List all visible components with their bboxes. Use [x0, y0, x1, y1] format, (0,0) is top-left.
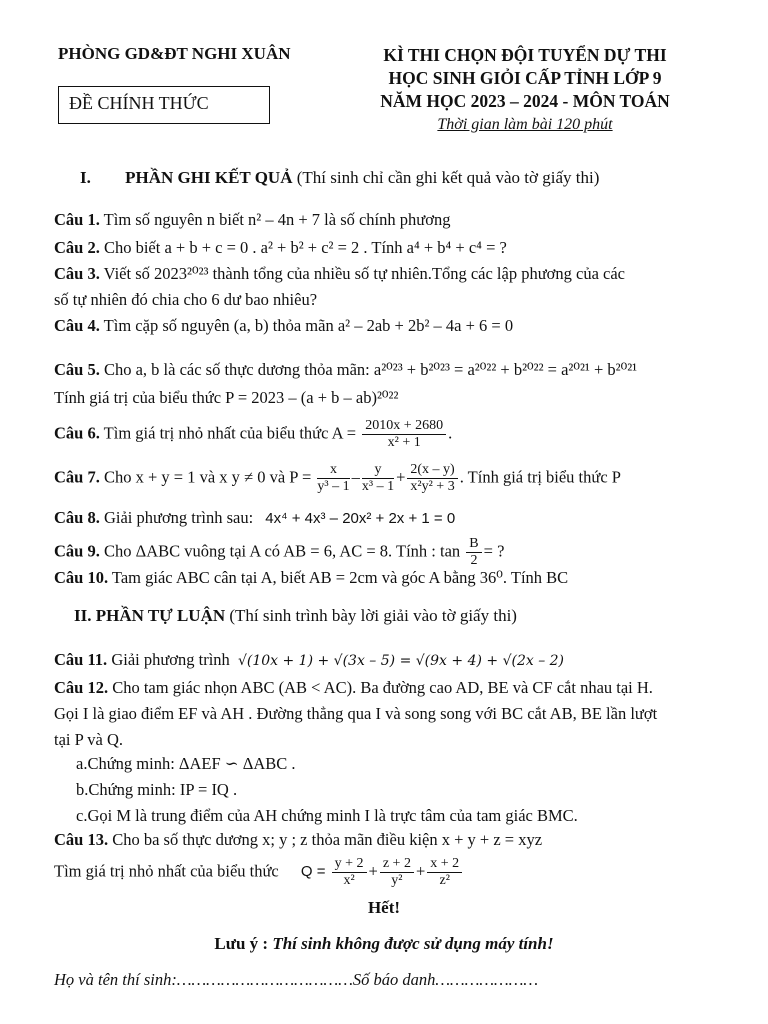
part2-title: II. PHẦN TỰ LUẬN	[74, 606, 226, 625]
part1-num: I.	[80, 168, 91, 187]
official-stamp-box	[58, 86, 270, 124]
q7-f1-den: y³ – 1	[317, 479, 350, 494]
q6-numerator: 2010x + 2680	[362, 418, 446, 435]
question-10	[54, 568, 568, 588]
note-line	[0, 934, 768, 954]
question-9	[54, 536, 504, 569]
question-7: Câu 7. Cho x + y = 1 và x y ≠ 0 và P = $\frac{x}{\text{y³ – 1}}$ – $\frac{y}{\text{x³ – 1}}$ + $\frac{2(x - y)}{\text{x²y² + 3}}$ . Tính giá trị biểu thức P	[54, 462, 621, 494]
q6-denominator: x² + 1	[387, 435, 421, 450]
q7-f3-num: 2(x – y)	[407, 462, 457, 479]
q9-tail: = ?	[483, 541, 505, 561]
q10-text: Tam giác ABC cân tại A, biết AB = 2cm và góc A bằng 36⁰. Tính BC	[111, 568, 569, 587]
q7-f2-num: y	[362, 462, 394, 479]
q4-label: Câu 4.	[54, 316, 100, 335]
question-13	[54, 830, 542, 850]
q1-text: Tìm số nguyên n biết n² – 4n + 7 là số chính phương	[103, 210, 451, 229]
q5-text: Cho a, b là các số thực dương thỏa mãn: a²⁰²³ + b²⁰²³ = a²⁰²² + b²⁰²² = a²⁰²¹ + b²⁰²¹	[103, 360, 638, 379]
question-12-a: a.Chứng minh: ΔAEF ∽ ΔABC .	[76, 754, 296, 773]
q13-fraction-2	[380, 856, 414, 889]
part2-note: (Thí sinh trình bày lời giải vào tờ giấy thi)	[229, 606, 517, 625]
exam-time: Thời gian làm bài 120 phút	[437, 116, 613, 133]
question-3-cont: số tự nhiên đó chia cho 6 dư bao nhiêu?	[54, 290, 318, 309]
part1-heading	[80, 168, 599, 188]
question-8	[54, 508, 455, 528]
q7-f1-num: x	[317, 462, 349, 479]
q5-label: Câu 5.	[54, 360, 100, 379]
candidate-footer: Họ và tên thí sinh:………………………………Số báo danh…………………	[54, 970, 539, 989]
question-12-cont-1: Gọi I là giao điểm EF và AH . Đường thẳng qua I và song song với BC cắt AB, BE lần lượt	[54, 704, 658, 723]
part2-heading	[74, 606, 517, 626]
q7-f2-den: x³ – 1	[361, 479, 395, 494]
question-12-c: c.Gọi M là trung điểm của AH chứng minh I là trực tâm của tam giác BMC.	[76, 806, 578, 825]
q13-q: Q =	[300, 863, 326, 881]
q13-f2-num: z + 2	[380, 856, 414, 873]
q13-f1-den: x²	[343, 873, 355, 888]
q6-text: Tìm giá trị nhỏ nhất của biểu thức A =	[103, 423, 357, 443]
q11-equation: √(10x + 1) + √(3x – 5) = √(9x + 4) + √(2x – 2)	[237, 653, 565, 669]
q9-fraction	[466, 536, 481, 569]
exam-title-line-3: NĂM HỌC 2023 – 2024 - MÔN TOÁN	[380, 91, 670, 111]
q13-f3-num: x + 2	[427, 856, 462, 873]
q13-fraction-3	[427, 856, 462, 889]
q6-tail: .	[448, 423, 453, 443]
question-1	[54, 210, 450, 230]
q4-text: Tìm cặp số nguyên (a, b) thỏa mãn a² – 2ab + 2b² – 4a + 6 = 0	[103, 316, 514, 335]
q7-fraction-3	[407, 462, 457, 495]
q8-label: Câu 8.	[54, 508, 100, 527]
q13-f1-num: y + 2	[332, 856, 367, 873]
q7-fraction-1	[317, 462, 349, 495]
question-12-cont-2: tại P và Q.	[54, 730, 124, 749]
q9-text: Cho ΔABC vuông tại A có AB = 6, AC = 8. Tính : tan	[103, 541, 461, 561]
q9-den: 2	[470, 553, 478, 568]
question-4	[54, 316, 513, 336]
q3-text: Viết số 2023²⁰²³ thành tổng của nhiều số tự nhiên.Tổng các lập phương của các	[103, 264, 625, 283]
q13-fraction-1	[332, 856, 367, 889]
q13-f3-den: z²	[439, 873, 450, 888]
question-13-cont: Tìm giá trị nhỏ nhất của biểu thức Q = $\frac{y + 2}{\text{x²}}$ + $\frac{z + 2}{\text{y²}}$ + $\frac{x + 2}{\text{z²}}$	[54, 856, 464, 889]
question-12	[54, 678, 653, 698]
question-3	[54, 264, 625, 284]
exam-title-line-2: HỌC SINH GIỎI CẤP TỈNH LỚP 9	[388, 68, 662, 88]
q3-label: Câu 3.	[54, 264, 100, 283]
part1-note: (Thí sinh chỉ cần ghi kết quả vào tờ giấy thi)	[296, 168, 600, 187]
q9-label: Câu 9.	[54, 541, 100, 561]
q2-label: Câu 2.	[54, 238, 100, 257]
q13-text: Cho ba số thực dương x; y ; z thỏa mãn điều kiện x + y + z = xyz	[112, 830, 543, 849]
q9-num: B	[466, 536, 481, 553]
note-label: Lưu ý :	[214, 934, 269, 953]
q7-label: Câu 7.	[54, 467, 100, 487]
q13-text2: Tìm giá trị nhỏ nhất của biểu thức	[54, 861, 279, 881]
question-5	[54, 360, 637, 380]
part1-title: PHẦN GHI KẾT QUẢ	[125, 168, 293, 187]
q6-fraction	[362, 418, 446, 451]
q8-text: Giải phương trình sau:	[103, 508, 254, 527]
q10-label: Câu 10.	[54, 568, 109, 587]
question-2	[54, 238, 507, 258]
question-11	[54, 650, 564, 670]
q6-label: Câu 6.	[54, 423, 100, 443]
end-mark: Hết!	[367, 898, 401, 917]
exam-title-line-1: KÌ THI CHỌN ĐỘI TUYỂN DỰ THI	[383, 45, 667, 65]
office-name: PHÒNG GD&ĐT NGHI XUÂN	[58, 44, 291, 63]
q1-label: Câu 1.	[54, 210, 100, 229]
question-12-b: b.Chứng minh: IP = IQ .	[76, 780, 238, 799]
note-text: Thí sinh không được sử dụng máy tính!	[272, 934, 554, 953]
question-5-cont: Tính giá trị của biểu thức P = 2023 – (a + b – ab)²⁰²²	[54, 388, 399, 407]
q11-label: Câu 11.	[54, 650, 108, 669]
q8-equation: 4x⁴ + 4x³ – 20x² + 2x + 1 = 0	[265, 510, 456, 527]
q7-text: Cho x + y = 1 và x y ≠ 0 và P =	[103, 467, 312, 487]
q7-tail: . Tính giá trị biểu thức P	[459, 467, 621, 487]
q7-f3-den: x²y² + 3	[410, 479, 455, 494]
q12-text: Cho tam giác nhọn ABC (AB < AC). Ba đường cao AD, BE và CF cắt nhau tại H.	[112, 678, 653, 697]
q13-label: Câu 13.	[54, 830, 109, 849]
q7-fraction-2	[362, 462, 394, 495]
q2-text: Cho biết a + b + c = 0 . a² + b² + c² = 2 . Tính a⁴ + b⁴ + c⁴ = ?	[103, 238, 507, 257]
q11-text: Giải phương trình	[111, 650, 230, 669]
exam-title	[360, 44, 690, 136]
q12-label: Câu 12.	[54, 678, 109, 697]
q13-f2-den: y²	[391, 873, 403, 888]
official-label: ĐỀ CHÍNH THỨC	[69, 93, 209, 113]
question-6	[54, 418, 452, 451]
